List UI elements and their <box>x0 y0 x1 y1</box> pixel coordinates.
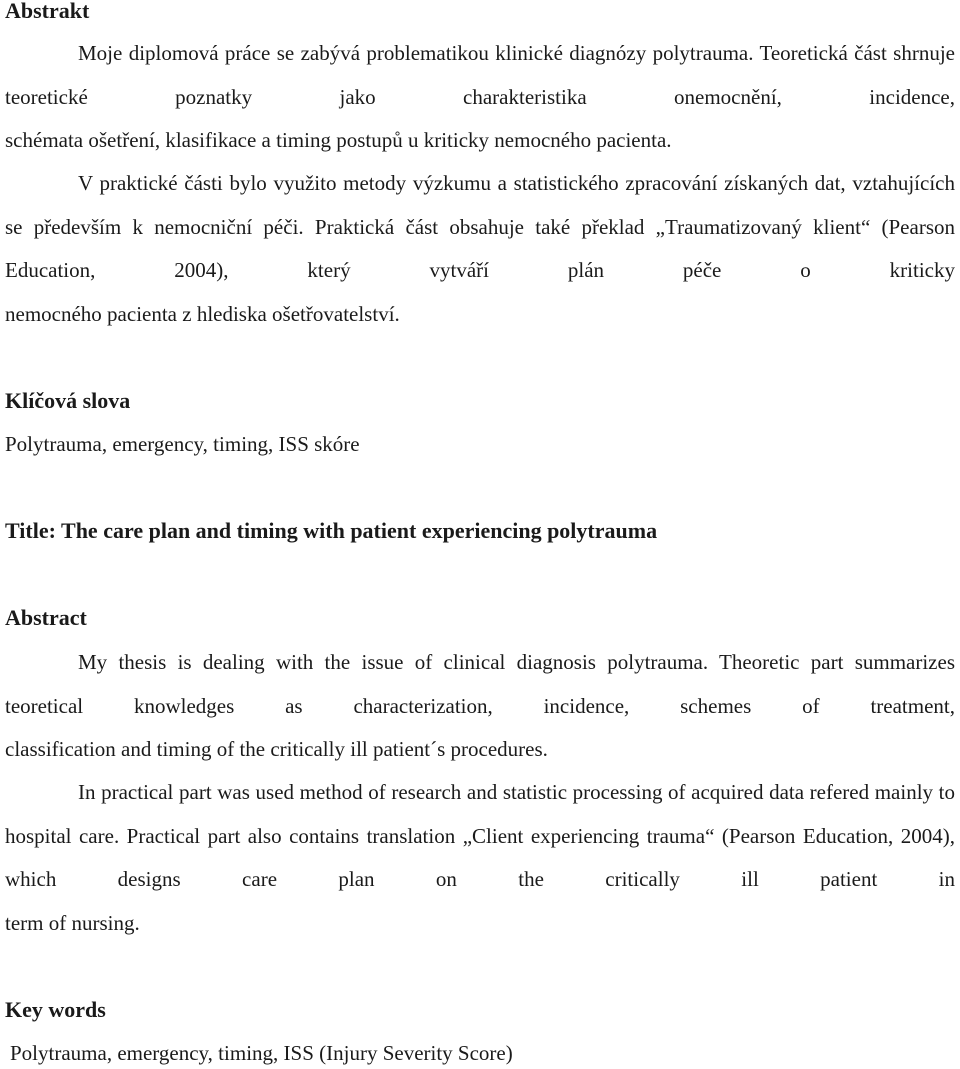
key-words-heading: Key words <box>5 997 106 1022</box>
english-title: Title: The care plan and timing with patient experiencing polytrauma <box>5 518 658 543</box>
abstract-paragraph-1: My thesis is dealing with the issue of clinical diagnosis polytrauma. Theoretic part summarizes teoretical knowledges as characterization, incidence, schemes of treatment, <box>5 650 955 718</box>
abstract-paragraph-2-last-line: term of nursing. <box>5 911 140 935</box>
abstract-paragraph-1-last-line: classification and timing of the critically ill patient´s procedures. <box>5 737 548 761</box>
abstrakt-paragraph-1-last-line: schémata ošetření, klasifikace a timing postupů u kriticky nemocného pacienta. <box>5 128 672 152</box>
key-words-text: Polytrauma, emergency, timing, ISS (Injury Severity Score) <box>10 1041 513 1065</box>
abstract-paragraph-2: In practical part was used method of research and statistic processing of acquired data refered mainly to hospital care. Practical part also contains translation „Client experiencing trauma“ (Pearson Education, 2004), which designs care plan on the critically ill patient in <box>5 780 955 891</box>
klicova-slova-text: Polytrauma, emergency, timing, ISS skóre <box>5 432 360 456</box>
abstract-heading: Abstract <box>5 605 87 630</box>
abstrakt-paragraph-1: Moje diplomová práce se zabývá problematikou klinické diagnózy polytrauma. Teoretická část shrnuje teoretické poznatky jako charakteristika onemocnění, incidence, <box>5 41 955 109</box>
klicova-slova-heading: Klíčová slova <box>5 388 131 413</box>
abstrakt-paragraph-2: V praktické části bylo využito metody výzkumu a statistického zpracování získaných dat, vztahujících se především k nemocniční péči. Praktická část obsahuje také překlad „Traumatizovaný klient“ (Pearson Education, 2004), který vytváří plán péče o kriticky <box>5 171 955 282</box>
abstrakt-heading: Abstrakt <box>5 0 90 23</box>
abstrakt-paragraph-2-last-line: nemocného pacienta z hlediska ošetřovatelství. <box>5 302 400 326</box>
